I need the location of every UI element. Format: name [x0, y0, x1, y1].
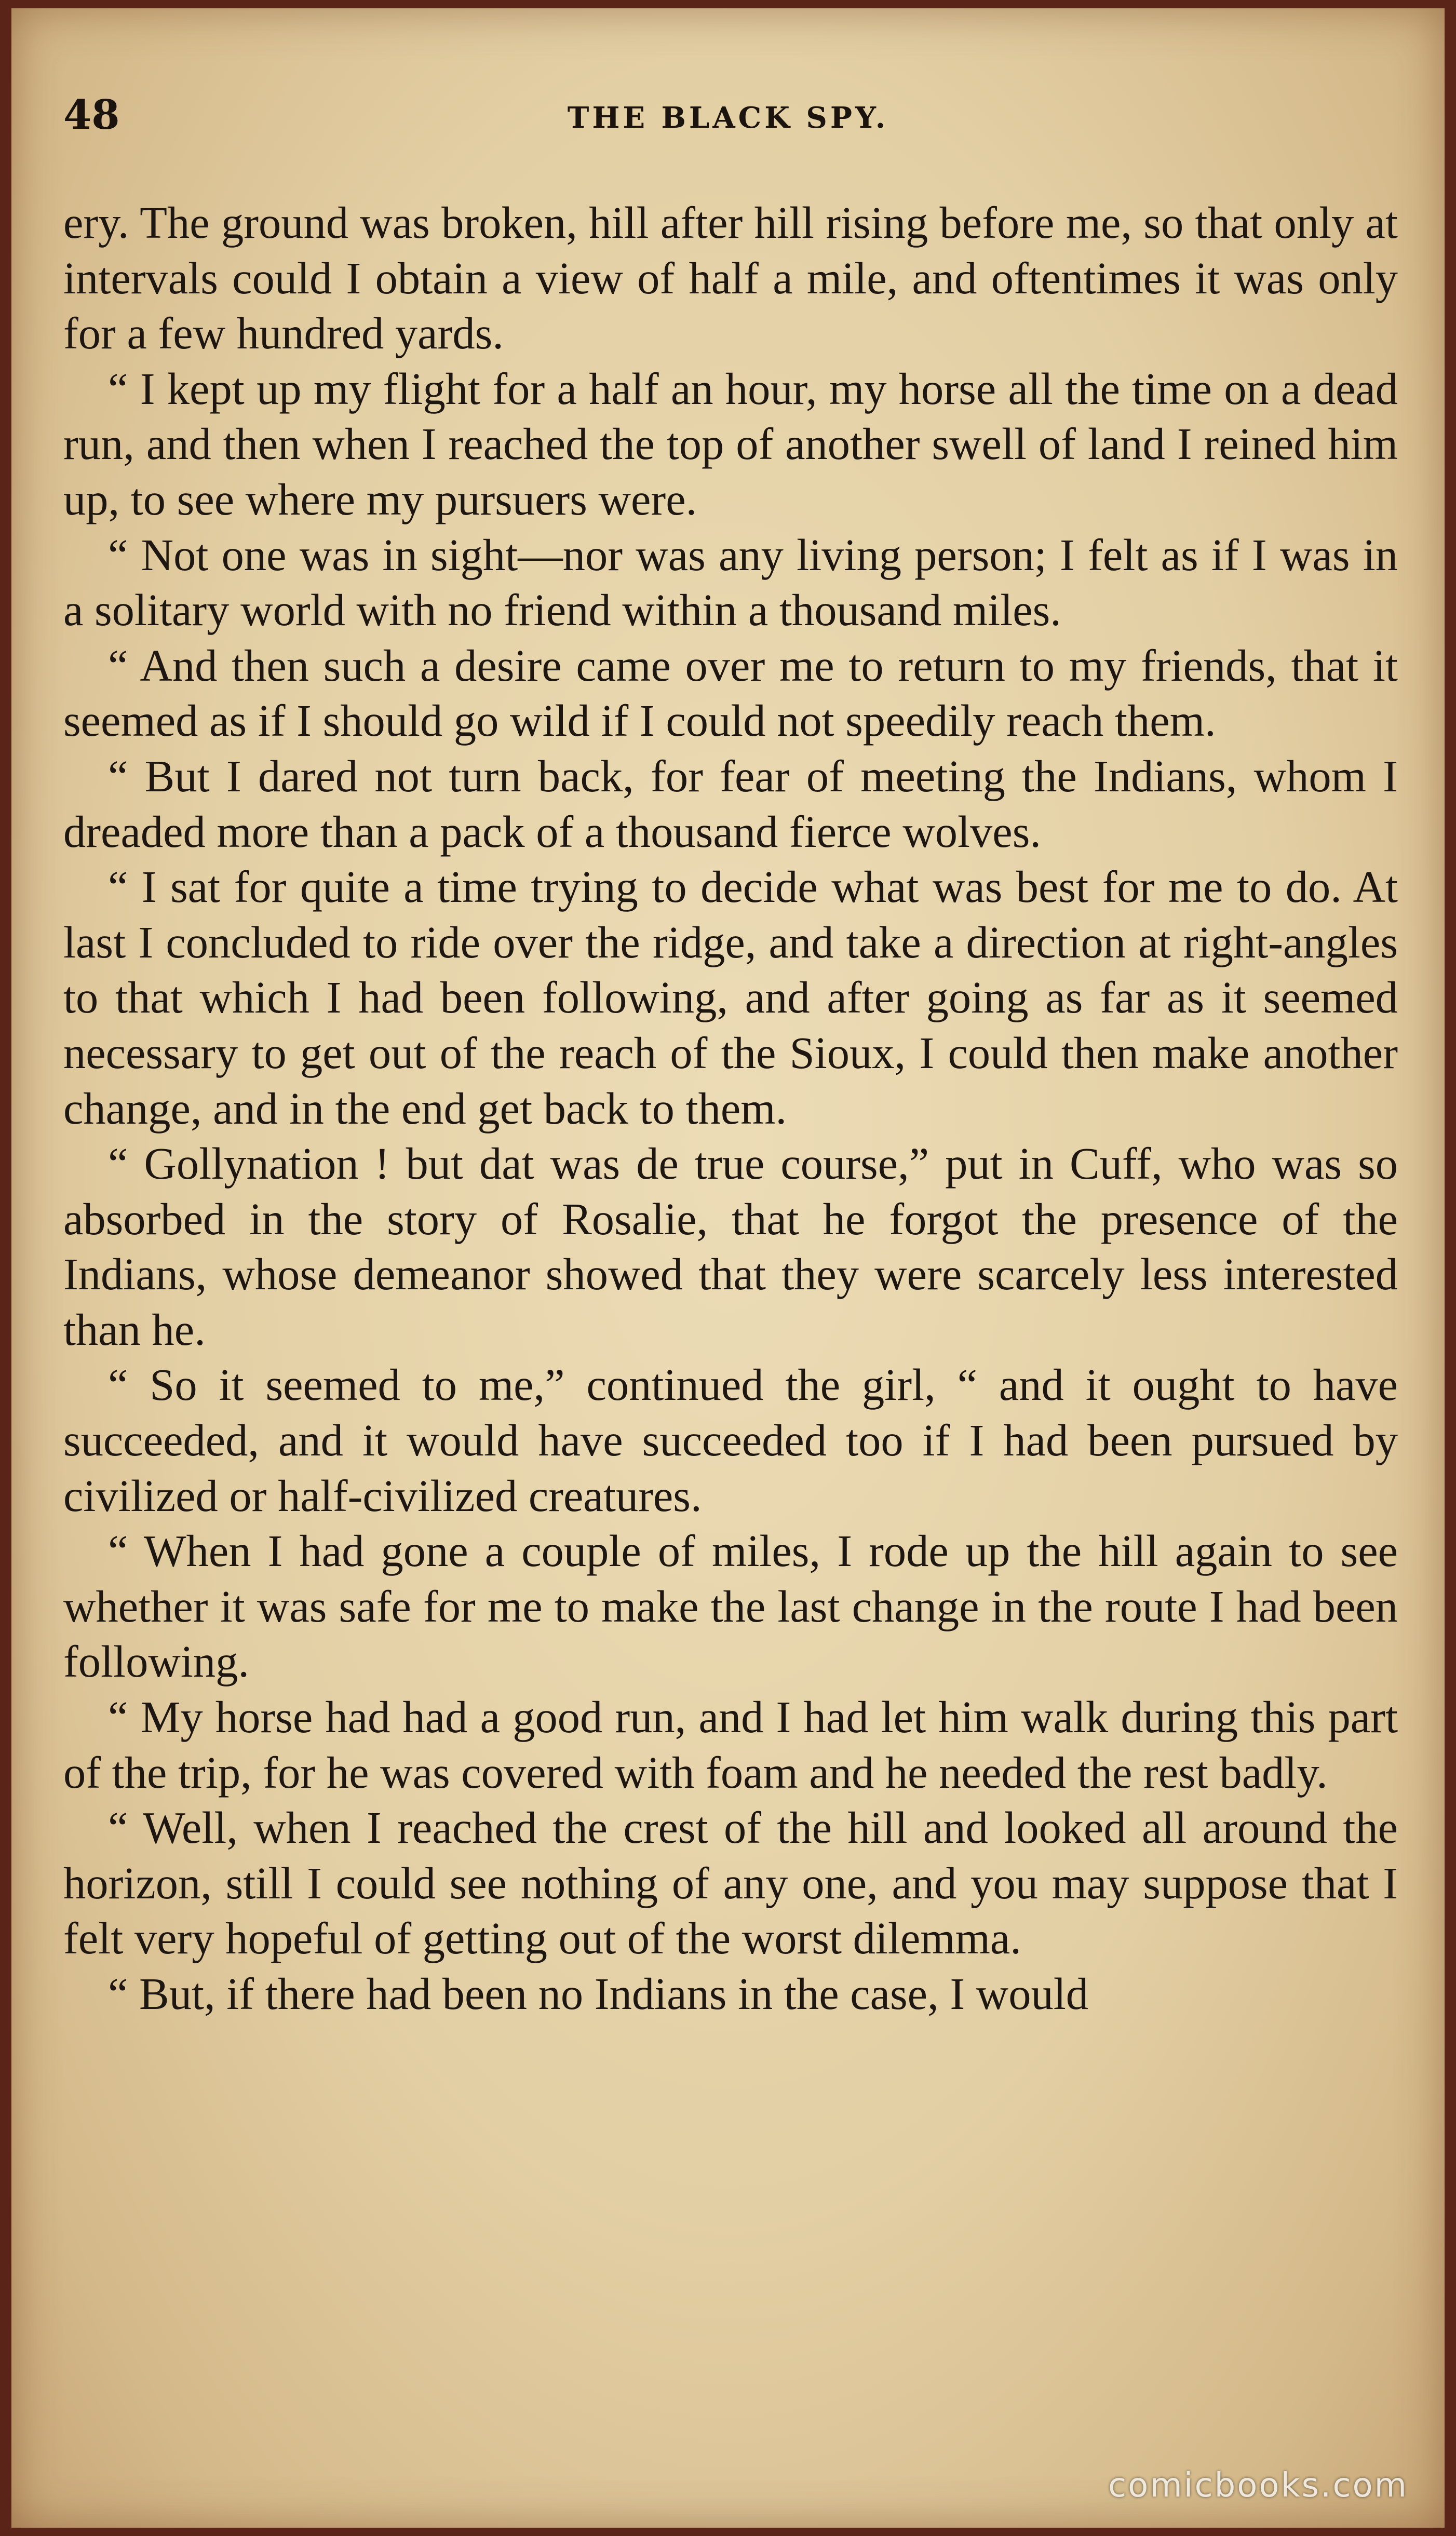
paragraph: “ But, if there had been no Indians in the case, I would	[108, 1969, 1089, 2019]
page-number: 48	[63, 91, 120, 139]
paragraph: “ Gollynation ! but dat was de true course,” put in Cuff, who was so absorbed in the story of Rosalie, that he forgot the presence of the Indians, whose demeanor showed that they were scarcely less interested than he.	[63, 1139, 1398, 1355]
paragraph: ery. The ground was broken, hill after hill rising before me, so that only at intervals could I obtain a view of half a mile, and oftentimes it was only for a few hundred yards.	[63, 198, 1398, 359]
paragraph: “ But I dared not turn back, for fear of meeting the Indians, whom I dreaded more than a pack of a thousand fierce wolves.	[63, 751, 1398, 857]
paragraph: “ Not one was in sight—nor was any living person; I felt as if I was in a solitary world with no friend within a thousand miles.	[63, 530, 1398, 636]
paragraph: “ My horse had had a good run, and I had let him walk during this part of the trip, for he was covered with foam and he needed the rest badly.	[63, 1692, 1398, 1798]
paragraph: “ When I had gone a couple of miles, I rode up the hill again to see whether it was safe for me to make the last change in the route I had been following.	[63, 1526, 1398, 1687]
running-title: THE BLACK SPY.	[567, 101, 889, 135]
paragraph: “ I sat for quite a time trying to decide what was best for me to do. At last I concluded to ride over the ridge, and take a direction at right-angles to that which I had been following, and after going as far as it seemed necessary to get out of the reach of the Sioux, I could then make another change, and in the end get back to them.	[63, 862, 1398, 1134]
paragraph: “ So it seemed to me,” continued the girl, “ and it ought to have succeeded, and it would have succeeded too if I had been pursued by civilized or half-civilized creatures.	[63, 1360, 1398, 1521]
running-head	[58, 81, 1398, 138]
paragraph: “ And then such a desire came over me to return to my friends, that it seemed as if I should go wild if I could not speedily reach them.	[63, 640, 1398, 746]
body-text	[63, 195, 1398, 2022]
paragraph: “ I kept up my flight for a half an hour, my horse all the time on a dead run, and then when I reached the top of another swell of land I reined him up, to see where my pursuers were.	[63, 363, 1398, 524]
watermark: comicbooks.com	[1108, 2466, 1408, 2505]
paragraph: “ Well, when I reached the crest of the hill and looked all around the horizon, still I could see nothing of any one, and you may suppose that I felt very hopeful of getting out of the worst dilemma.	[63, 1803, 1398, 1964]
book-page	[11, 8, 1445, 2528]
